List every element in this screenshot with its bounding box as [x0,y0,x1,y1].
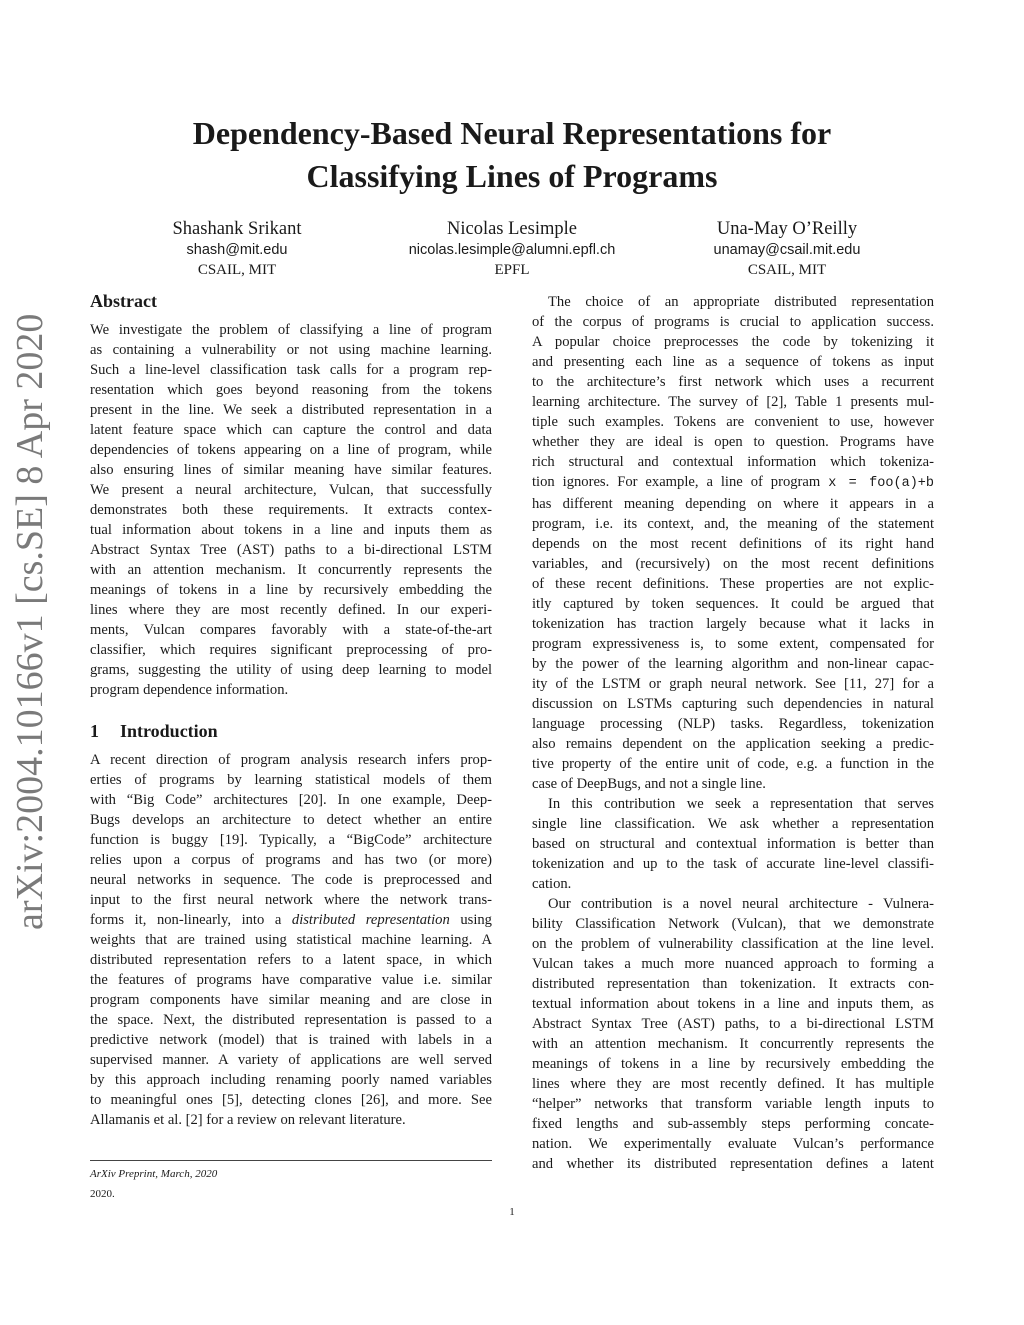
text-line: itly captured by token sequences. It could be argued that [532,596,934,612]
text-line: predictive network (model) that is trained with labels in a [90,1032,492,1048]
author-email: unamay@csail.mit.edu [713,242,861,258]
title-line-1: Dependency-Based Neural Representations for [192,115,832,151]
text-line: grams, suggesting the utility of using deep learning to model [90,662,492,678]
text-line: on the problem of vulnerability classification at the line level. [532,936,934,952]
author-2 [352,218,672,280]
text-line: depends on the most recent definitions of its right hand [532,536,934,552]
page-number: 1 [509,1206,515,1218]
text-line: neural networks in sequence. The code is preprocessed and [90,872,492,888]
text-line: Bugs develops an architecture to detect whether an entire [90,812,492,828]
text-line: by the power of the learning algorithm and non-linear capac- [532,656,934,672]
text-line: Abstract Syntax Tree (AST) paths to a bi-directional LSTM [90,542,492,558]
text-line: weights that are trained using statistical machine learning. A [90,932,492,948]
paper-title [90,112,934,198]
text-line: fixed lengths and sub-assembly steps performing concate- [532,1116,934,1132]
paragraph [532,894,934,1174]
left-column [90,290,492,1130]
text-line: also ensuring lines of similar meaning have similar features. [90,462,492,478]
author-affiliation: EPFL [494,262,530,278]
text-line: We investigate the problem of classifying a line of program [90,322,492,338]
author-affiliation: CSAIL, MIT [197,262,277,278]
author-name: Nicolas Lesimple [447,219,577,239]
code-snippet: x = foo(a)+b [828,476,934,491]
title-line-2: Classifying Lines of Programs [306,158,718,194]
text-line: of these recent definitions. These properties are not explic- [532,576,934,592]
footnote-venue: ArXiv Preprint, March, 2020 [90,1168,218,1180]
text-line: dependencies of tokens appearing on a line of program, while [90,442,492,458]
text-line: language processing (NLP) tasks. Regardless, tokenization [532,716,934,732]
text-line: distributed representation than tokenization. It extracts con- [532,976,934,992]
text-line: rich structural and contextual information which tokeniza- [532,454,934,470]
text-line: with an attention mechanism. It concurrently represents the [90,562,492,578]
text-line: as containing a vulnerability or not using machine learning. [90,342,492,358]
text-line: textual information about tokens in a line and inputs them, as [532,996,934,1012]
text-line: to the architecture’s first network which uses a recurrent [532,374,934,390]
author-3 [627,218,947,280]
text-line: erties of programs by learning statistical models of them [90,772,492,788]
text-line: relies upon a corpus of programs and has two (or more) [90,852,492,868]
text-line: ments, Vulcan compares favorably with a state-of-the-art [90,622,492,638]
text-line: program components have similar meaning and are close in [90,992,492,1008]
text-line: function is buggy [19]. Typically, a “BigCode” architecture [90,832,492,848]
text-line: learning architecture. The survey of [2], Table 1 presents mul- [532,394,934,410]
text-line: tive property of the entire unit of code, e.g. a function in the [532,756,934,772]
text-line: with an attention mechanism. It concurrently represents the [532,1036,934,1052]
text-line: tion ignores. For example, a line of program x = foo(a)+b [532,474,934,491]
text-line: of the corpus of programs is crucial to application success. [532,314,934,330]
text-line: In this contribution we seek a representation that serves [548,796,934,812]
text-line: The choice of an appropriate distributed representation [548,294,934,310]
text-line: Abstract Syntax Tree (AST) paths, to a bi-directional LSTM [532,1016,934,1032]
text-line: the features of programs have comparative value i.e. similar [90,972,492,988]
section-heading-introduction [90,720,492,742]
author-email: nicolas.lesimple@alumni.epfl.ch [408,242,616,258]
text-line: present in the line. We seek a distributed representation in a [90,402,492,418]
text-line: forms it, non-linearly, into a distributed representation using [90,912,492,928]
text-line: also remains dependent on the application seeking a predic- [532,736,934,752]
text-line: meanings of tokens in a line by recursively embedding the [532,1056,934,1072]
text-line: “helper” networks that transform variable length inputs to [532,1096,934,1112]
text-line: to meaningful ones [5], detecting clones [26], and more. See [90,1092,492,1108]
abstract-heading: Abstract [90,291,157,311]
text-line: has different meaning depending on where it appears in a [532,496,934,512]
text-line: with “Big Code” architectures [20]. In one example, Deep- [90,792,492,808]
text-line: bility Classification Network (Vulcan), that we demonstrate [532,916,934,932]
text-line: A popular choice preprocesses the code by tokenizing it [532,334,934,350]
text-line: demonstrates both these requirements. It extracts contex- [90,502,492,518]
text-line: variables, and (recursively) on the most recent definitions [532,556,934,572]
footnote-divider [90,1160,492,1161]
text-line: based on structural and contextual information is better than [532,836,934,852]
text-line: whether they are ideal is open to question. Programs have [532,434,934,450]
author-email: shash@mit.edu [186,242,288,258]
author-1 [77,218,397,280]
text-line: cation. [532,876,572,892]
text-line: lines where they are most recently defined. In our experi- [90,602,492,618]
text-line: tokenization and up to the task of accurate line-level classifi- [532,856,934,872]
text-line: classifier, which requires significant preprocessing of pro- [90,642,492,658]
text-line: lines where they are most recently defined. It has multiple [532,1076,934,1092]
text-line: nation. We experimentally evaluate Vulcan’s performance [532,1136,934,1152]
text-line: meanings of tokens in a line by recursively embedding the [90,582,492,598]
text-line: tokenization has traction largely because what it lacks in [532,616,934,632]
author-name: Shashank Srikant [172,219,302,239]
paragraph [532,292,934,472]
abstract-body [90,320,492,700]
emphasis-text: distributed representation [291,912,450,928]
author-affiliation: CSAIL, MIT [747,262,827,278]
text-line: Such a line-level classification task calls for a program rep- [90,362,492,378]
author-name: Una-May O’Reilly [716,219,858,239]
text-line: single line classification. We ask whether a representation [532,816,934,832]
text-line: Allamanis et al. [2] for a review on relevant literature. [90,1112,406,1128]
text-line: latent feature space which can capture the control and data [90,422,492,438]
section-title: Introduction [120,721,218,741]
text-line: program dependence information. [90,682,289,698]
footnote [90,1164,492,1204]
text-line: case of DeepBugs, and not a single line. [532,776,766,792]
text-line: and presenting each line as a sequence of tokens as input [532,354,934,370]
footnote-year: 2020. [90,1188,115,1200]
text-line: A recent direction of program analysis research infers prop- [90,752,492,768]
text-line: distributed representation refers to a latent space, in which [90,952,492,968]
paragraph [532,794,934,894]
text-line: tual information about tokens in a line and inputs them as [90,522,492,538]
arxiv-identifier: arXiv:2004.10166v1 [cs.SE] 8 Apr 2020 [9,313,51,930]
text-line: and whether its distributed representation defines a latent [532,1156,934,1172]
right-column [532,292,934,1174]
text-line: the space. Next, the distributed representation is passed to a [90,1012,492,1028]
text-line: discussion on LSTMs capturing such dependencies in natural [532,696,934,712]
section-number: 1 [90,721,99,741]
text-line: Our contribution is a novel neural architecture - Vulnera- [548,896,934,912]
text-line: We present a neural architecture, Vulcan, that successfully [90,482,492,498]
text-line: tiple such examples. Tokens are convenient to use, however [532,414,934,430]
text-line: ity of the LSTM or graph neural network. See [11, 27] for a [532,676,934,692]
paragraph [532,494,934,794]
text-line: supervised manner. A variety of applications are well served [90,1052,492,1068]
text-line: Vulcan takes a much more nuanced approach to forming a [532,956,934,972]
text-line: by this approach including renaming poorly named variables [90,1072,492,1088]
text-line: input to the first neural network where the network trans- [90,892,492,908]
introduction-body [90,750,492,1130]
text-line: resentation which goes beyond reasoning from the tokens [90,382,492,398]
text-line: program, i.e. its context, and, the meaning of the statement [532,516,934,532]
text-line: program expressiveness is, to some extent, compensated for [532,636,934,652]
